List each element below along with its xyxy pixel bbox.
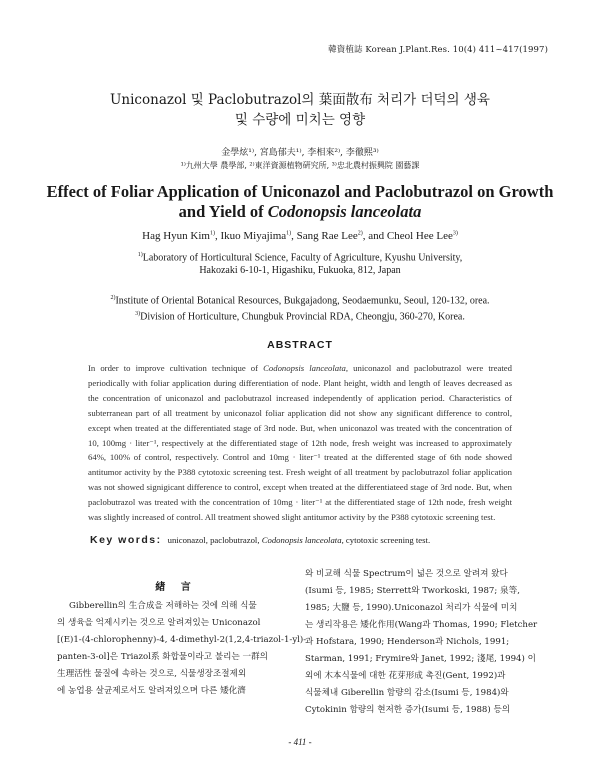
english-authors <box>0 230 600 242</box>
author-affil-mark: 3) <box>452 230 458 237</box>
english-title <box>0 182 600 222</box>
english-title-line1: Effect of Foliar Application of Uniconazol and Paclobutrazol on Growth <box>46 182 554 201</box>
korean-affiliations: ¹⁾九州大學 農學部, ²⁾東洋資源植物硏究所, ³⁾忠北農村振興院 園藝課 <box>180 161 420 170</box>
left-column-line: 에 농업용 살균제로서도 알려져있으며 다른 矮化濟 <box>57 686 246 696</box>
left-column-line: 의 생육을 억제시키는 것으로 알려져있는 Uniconazol <box>57 618 261 628</box>
korean-title-line1: Uniconazol 및 Paclobutrazol의 葉面散布 처리가 더덕의 생육 <box>110 92 490 108</box>
right-column-line: 와 비교해 식물 Spectrum이 넓은 것으로 알려져 왔다 <box>305 569 508 579</box>
running-head: 韓資植誌 Korean J.Plant.Res. 10(4) 411~417(1997) <box>328 45 548 55</box>
right-column <box>305 566 551 719</box>
korean-title-line2: 및 수량에 미치는 영향 <box>234 112 366 128</box>
right-column-line: 식물체내 Giberellin 함량의 감소(Isumi 등, 1984)와 <box>305 688 509 698</box>
affiliation-mark: 2) <box>110 295 116 301</box>
abstract-prefix: In order to improve cultivation technique of <box>88 363 264 373</box>
keywords-suffix: , cytotoxic screening test. <box>341 535 431 545</box>
affiliation-3-text: Division of Horticulture, Chungbuk Provincial RDA, Cheongju, 360-270, Korea. <box>140 311 465 323</box>
abstract-body <box>88 361 512 525</box>
author-name: Sang Rae Lee <box>296 230 358 242</box>
affiliation-1-text: Laboratory of Horticultural Science, Faculty of Agriculture, Kyushu University, <box>142 252 463 264</box>
keywords-label: Key words: <box>90 534 162 546</box>
left-column <box>57 598 307 700</box>
right-column-line: 외에 木本식물에 대한 花芽形成 촉진(Gent, 1992)과 <box>305 671 506 681</box>
right-column-line: (Isumi 등, 1985; Sterrett와 Tworkoski, 1987; 泉等, <box>305 586 520 596</box>
abstract-species: Codonopsis lanceolata <box>263 363 346 373</box>
author-affil-mark: 1) <box>209 230 215 237</box>
korean-title <box>0 90 600 130</box>
left-column-line: 生理活性 물질에 속하는 것으로, 식물생장조절제외 <box>57 669 247 679</box>
right-column-line: 과 Hofstara, 1990; Henderson과 Nichols, 1991; <box>305 637 510 647</box>
left-column-line: [(E)1-(4-chlorophenny)-4, 4-dimethyl-2(1,2,4-triazol-1-yl)- <box>57 635 307 645</box>
keywords <box>90 534 430 546</box>
left-column-line: Gibberellin의 生合成을 저해하는 것에 의해 식물 <box>69 601 257 611</box>
affiliation-2-text: Institute of Oriental Botanical Resources, Bukgajadong, Seodaemunku, Seoul, 120-132, orea. <box>115 295 490 307</box>
english-title-species: Codonopsis lanceolata <box>267 202 422 221</box>
section-heading-introduction: 緖 言 <box>155 582 197 593</box>
english-title-line2 <box>0 202 600 222</box>
korean-authors: 金學炫¹⁾, 宮島郁夫¹⁾, 李相來²⁾, 李徹熙³⁾ <box>221 148 379 158</box>
keywords-species: Codonopsis lanceolata <box>261 535 342 545</box>
left-column-line: panten-3-ol]은 Triazol系 화합물이라고 불리는 一群의 <box>57 652 268 662</box>
author-separator: , and <box>362 230 387 242</box>
affiliation-3 <box>0 306 600 325</box>
author-name: Cheol Hee Lee <box>386 230 453 242</box>
author-name: Hag Hyun Kim <box>142 230 210 242</box>
abstract-heading: ABSTRACT <box>267 339 333 351</box>
author-separator: , <box>214 230 221 242</box>
right-column-line: Starman, 1991; Frymire와 Janet, 1992; 淺尾, 1994) 이 <box>305 654 536 664</box>
abstract-rest: , uniconazol and paclobutrazol were treated periodically with foliar application during differentiation of node. Plant height, width and length of leaves decreased as the concentration of uniconazol and paclobutrazol increased independently of application period. Characteristics of subterranean part of all treatment by uniconazol foliar application did not show any significant difference to control, except when treated at the differentiated stage of 3rd node. But, when uniconazol was treated with the concentration of 10, 100mg · liter⁻¹, respectively at the differentiated stage of 12th node, fresh weight was increased to approximately 64%, 100% of control, respectively. Control and 10mg · liter⁻¹ treated at the differented stage of 6th node showed antitumor activity by the P388 cytotoxic screening test. Fresh weight of all treatment by paclobutrazol foliar application was not showed signigicant difference to control, except when treated at the differentiateed stage of 3rd node. But, when paclobutrazol was treated with the concentration of 10mg · liter⁻¹ at the differentiated stage of 12th node, fresh weight was slightly increased of control. All treatment showed slight antitumor activity by the P388 cytotoxic screening test. <box>88 363 512 523</box>
author-affil-mark: 2) <box>357 230 363 237</box>
affiliation-mark: 3) <box>135 311 141 317</box>
page-number: - 411 - <box>288 737 312 747</box>
author-affil-mark: 1) <box>286 230 292 237</box>
english-title-line2-prefix: and Yield of <box>178 202 268 221</box>
author-name: Ikuo Miyajima <box>220 230 287 242</box>
author-separator: , <box>291 230 297 242</box>
keywords-prefix: uniconazol, paclobutrazol, <box>167 535 262 545</box>
right-column-line: 1985; 大鹽 등, 1990).Uniconazol 처리가 식물에 미치 <box>305 603 518 613</box>
right-column-line: Cytokinin 함량의 현저한 증가(Isumi 등, 1988) 등의 <box>305 705 511 715</box>
affiliation-mark: 1) <box>137 252 143 258</box>
affiliation-1-line2: Hakozaki 6-10-1, Higashiku, Fukuoka, 812, Japan <box>199 265 401 276</box>
right-column-line: 는 생리작용은 矮化作用(Wang과 Thomas, 1990; Fletcher <box>305 620 538 630</box>
